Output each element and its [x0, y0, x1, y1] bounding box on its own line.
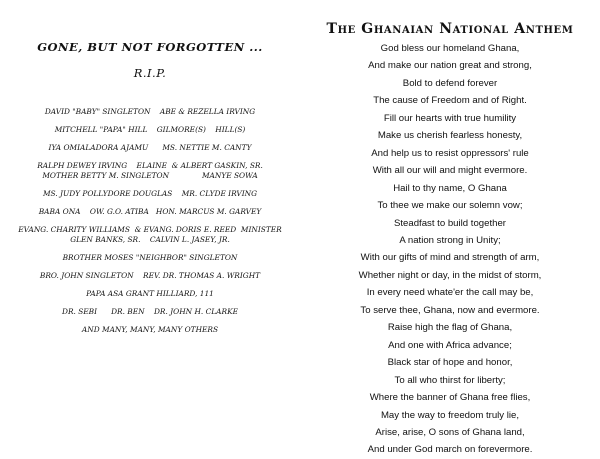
anthem-line: Arise, arise, O sons of Ghana land,: [375, 426, 525, 438]
memorial-name-line: GLEN BANKS, SR. CALVIN L. JASEY, JR.: [70, 235, 230, 244]
anthem-line: Black star of hope and honor,: [387, 357, 513, 369]
anthem-line: To serve thee, Ghana, now and evermore.: [360, 304, 540, 316]
anthem-line: With our gifts of mind and strength of arm,: [360, 252, 540, 264]
anthem-line: In every need whate'er the call may be,: [366, 287, 534, 299]
anthem-line: Make us cherish fearless honesty,: [377, 130, 523, 142]
anthem-line: Whether night or day, in the midst of storm,: [358, 269, 542, 281]
memorial-name-line: DAVID "BABY" SINGLETON ABE & REZELLA IRVING: [44, 107, 256, 116]
memorial-name-line: BABA ONA OW. G.O. ATIBA HON. MARCUS M. GARVEY: [38, 207, 262, 216]
anthem-line: Fill our hearts with true humility: [383, 112, 517, 124]
anthem-line: And under God march on forevermore.: [367, 444, 533, 456]
memorial-name-line: MOTHER BETTY M. SINGLETON MANYE SOWA: [42, 171, 258, 180]
anthem-line: Bold to defend forever: [402, 77, 498, 89]
anthem-line: And help us to resist oppressors' rule: [371, 147, 529, 159]
anthem-lyrics: [300, 40, 600, 459]
anthem-line: Steadfast to build together: [393, 217, 506, 229]
anthem-line: A nation strong in Unity;: [399, 234, 501, 246]
anthem-line: Raise high the flag of Ghana,: [387, 322, 513, 334]
anthem-line: To thee we make our solemn vow;: [377, 200, 523, 212]
anthem-line: God bless our homeland Ghana,: [380, 43, 520, 54]
memorial-page: [0, 0, 300, 456]
memorial-name-line: MS. JUDY POLLYDORE DOUGLAS MR. CLYDE IRVING: [42, 189, 258, 198]
memorial-name-line: BROTHER MOSES "NEIGHBOR" SINGLETON: [62, 253, 238, 262]
anthem-line: The cause of Freedom and of Right.: [373, 95, 527, 107]
memorial-name-line: IYA OMIALADORA AJAMU MS. NETTIE M. CANTY: [48, 143, 252, 152]
anthem-page: [300, 0, 600, 456]
memorial-name-line: DR. SEBI DR. BEN DR. JOHN H. CLARKE: [62, 307, 238, 316]
memorial-title: GONE, BUT NOT FORGOTTEN ...: [37, 40, 263, 54]
anthem-line: With all our will and might evermore.: [372, 165, 528, 177]
memorial-name-line: PAPA ASA GRANT HILLIARD, 111: [86, 289, 214, 298]
memorial-name-line: BRO. JOHN SINGLETON REV. DR. THOMAS A. WRIGHT: [39, 271, 261, 280]
memorial-subtitle: R.I.P.: [133, 66, 167, 80]
anthem-line: Where the banner of Ghana free flies,: [369, 392, 531, 404]
anthem-line: And make our nation great and strong,: [368, 60, 532, 72]
anthem-title: The Ghanaian National Anthem: [326, 21, 574, 37]
anthem-line: May the way to freedom truly lie,: [380, 409, 520, 421]
anthem-line: And one with Africa advance;: [388, 339, 512, 351]
memorial-names-list: [0, 107, 300, 343]
anthem-line: Hail to thy name, O Ghana: [393, 182, 507, 194]
memorial-name-line: RALPH DEWEY IRVING ELAINE & ALBERT GASKIN, SR.: [37, 161, 263, 170]
memorial-name-line: AND MANY, MANY, MANY OTHERS: [81, 325, 219, 334]
memorial-name-line: EVANG. CHARITY WILLIAMS & EVANG. DORIS E. REED MINISTER: [18, 225, 282, 234]
memorial-name-line: MITCHELL "PAPA" HILL GILMORE(S) HILL(S): [54, 125, 246, 134]
anthem-line: To all who thirst for liberty;: [394, 374, 506, 386]
